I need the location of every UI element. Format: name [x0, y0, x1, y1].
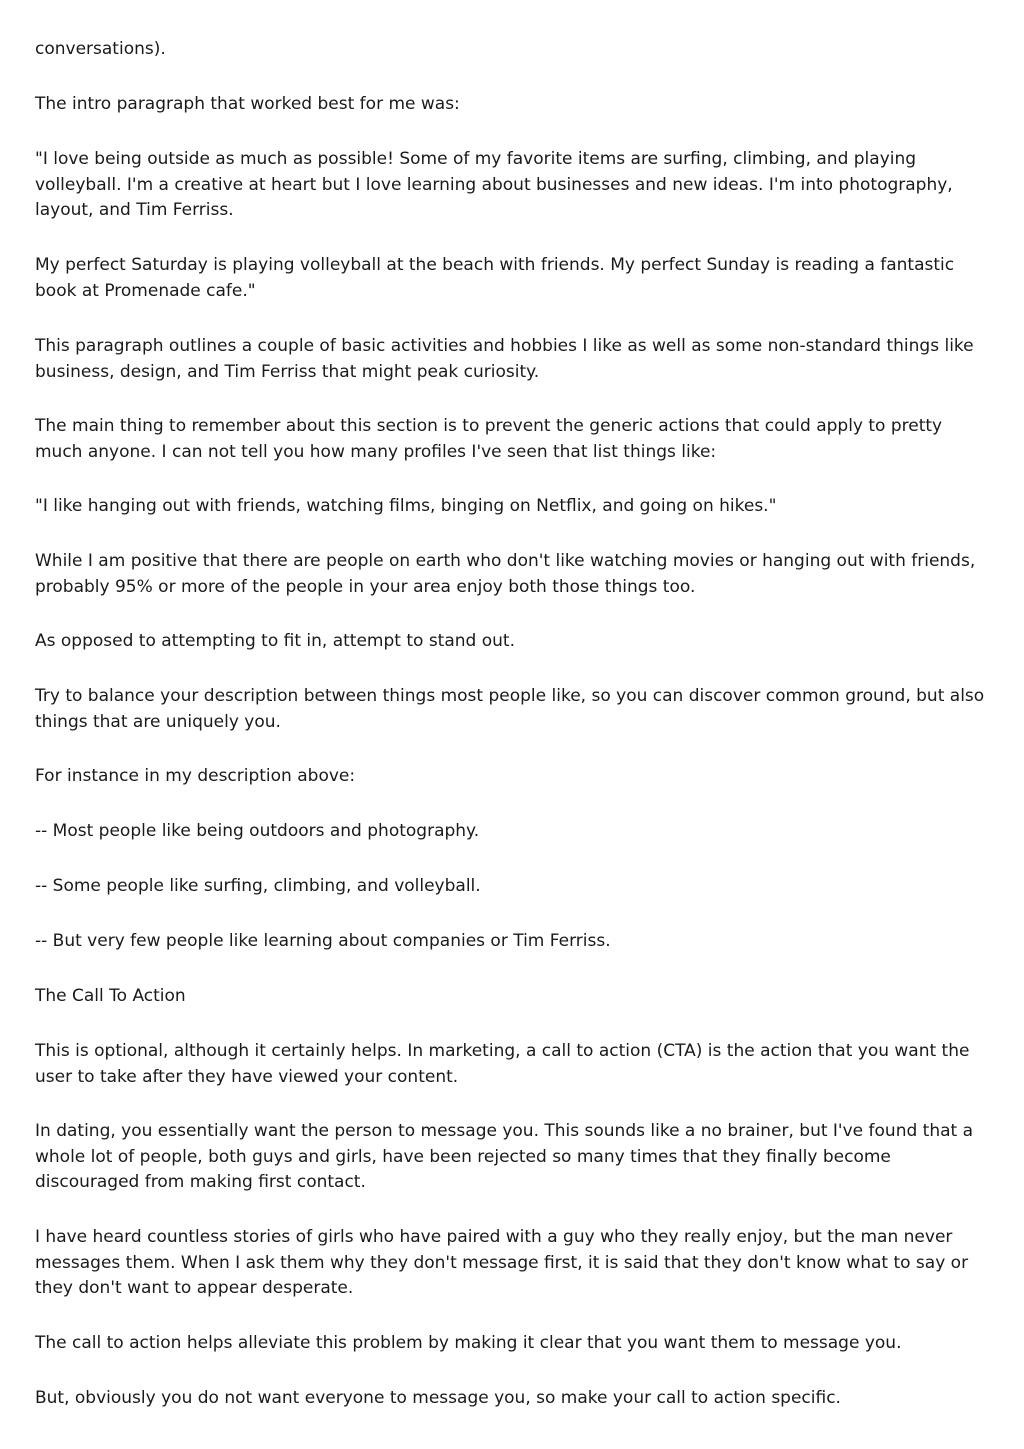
paragraph: This is optional, although it certainly helps. In marketing, a call to action (CTA) is the action that you want the user to take after they have viewed your content. [35, 1041, 970, 1087]
paragraph: As opposed to attempting to fit in, attempt to stand out. [35, 631, 515, 651]
section-heading: The Call To Action [35, 986, 186, 1006]
paragraph: But, obviously you do not want everyone to message you, so make your call to action specific. [35, 1388, 841, 1408]
paragraph: "I love being outside as much as possible! Some of my favorite items are surfing, climbing, and playing volleyball. I'm a creative at heart but I love learning about businesses and new ideas. I'm into photography, layout, and Tim Ferriss. [35, 149, 953, 220]
paragraph: The call to action helps alleviate this problem by making it clear that you want them to message you. [35, 1333, 902, 1353]
paragraph: This paragraph outlines a couple of basic activities and hobbies I like as well as some non-standard things like business, design, and Tim Ferriss that might peak curiosity. [35, 336, 974, 382]
paragraph: "I like hanging out with friends, watching films, binging on Netflix, and going on hikes." [35, 496, 777, 516]
paragraph: While I am positive that there are people on earth who don't like watching movies or hanging out with friends, probably 95% or more of the people in your area enjoy both those things too. [35, 551, 976, 597]
list-item: -- Some people like surfing, climbing, and volleyball. [35, 876, 481, 896]
paragraph: conversations). [35, 39, 166, 59]
list-item: -- Most people like being outdoors and photography. [35, 821, 480, 841]
paragraph: The intro paragraph that worked best for me was: [35, 94, 460, 114]
paragraph: My perfect Saturday is playing volleyball at the beach with friends. My perfect Sunday is reading a fantastic book at Promenade cafe." [35, 255, 955, 301]
paragraph: In dating, you essentially want the person to message you. This sounds like a no brainer, but I've found that a whole lot of people, both guys and girls, have been rejected so many times that they finally become discouraged from making first contact. [35, 1121, 974, 1192]
paragraph: I have heard countless stories of girls who have paired with a guy who they really enjoy, but the man never messages them. When I ask them why they don't message first, it is said that they don't know what to say or they don't want to appear desperate. [35, 1227, 969, 1298]
paragraph: For instance in my description above: [35, 766, 356, 786]
list-item: -- But very few people like learning about companies or Tim Ferriss. [35, 931, 611, 951]
paragraph: The main thing to remember about this section is to prevent the generic actions that could apply to pretty much anyone. I can not tell you how many profiles I've seen that list things like: [35, 416, 943, 462]
paragraph: Try to balance your description between things most people like, so you can discover common ground, but also things that are uniquely you. [35, 686, 985, 732]
